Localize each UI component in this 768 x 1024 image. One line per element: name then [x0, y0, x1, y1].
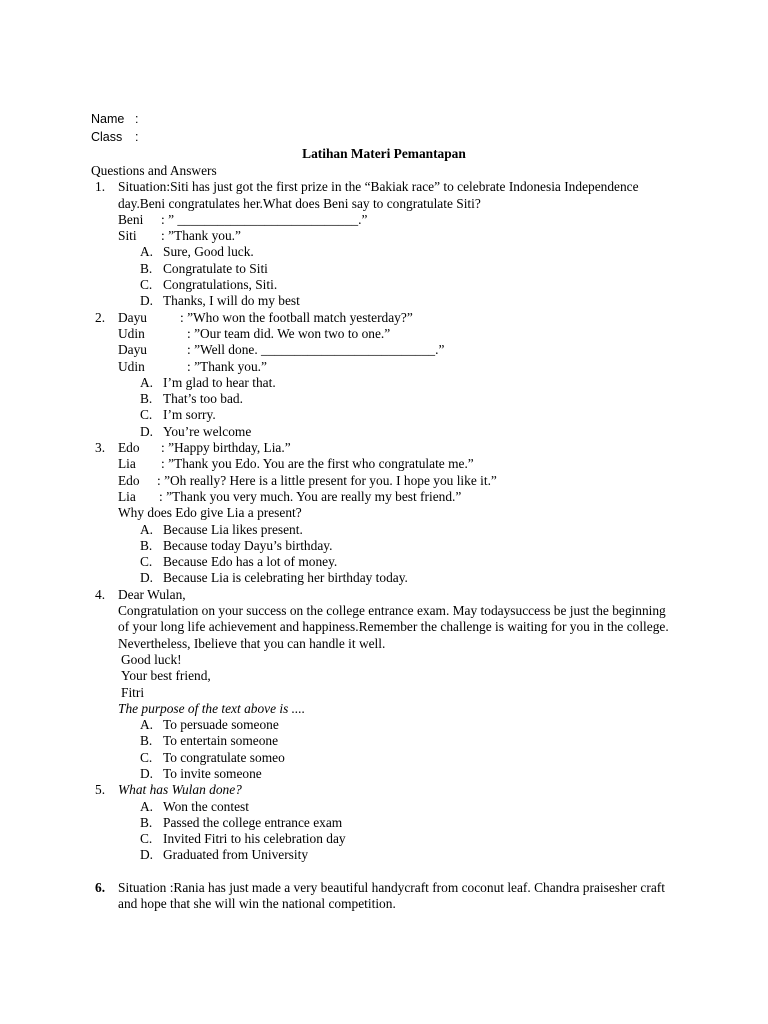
option-b	[140, 538, 678, 554]
option-text: Because Lia is celebrating her birthday today.	[163, 570, 408, 586]
class-label: Class	[91, 130, 123, 144]
option-b	[140, 815, 678, 831]
question-4	[95, 586, 678, 783]
option-text: I’m glad to hear that.	[163, 374, 276, 390]
option-letter: C.	[140, 831, 153, 847]
option-c	[140, 831, 678, 847]
option-letter: D.	[140, 847, 154, 863]
utterance: : ”Oh really? Here is a little present for you. I hope you like it.”	[157, 472, 497, 488]
option-text: You’re welcome	[163, 423, 252, 439]
option-text: I’m sorry.	[163, 407, 216, 423]
speaker: Dayu	[118, 342, 148, 358]
option-letter: B.	[140, 537, 153, 553]
option-a	[140, 244, 678, 260]
question-number: 6.	[95, 879, 106, 895]
answer-options	[140, 244, 678, 309]
option-text: Congratulations, Siti.	[163, 277, 278, 293]
option-a	[140, 799, 678, 815]
utterance: : ”Thank you Edo. You are the first who congratulate me.”	[161, 456, 474, 472]
option-text: Thanks, I will do my best	[163, 293, 300, 309]
option-letter: B.	[140, 391, 153, 407]
question-3	[95, 440, 678, 587]
option-text: Sure, Good luck.	[163, 244, 254, 260]
letter-closing: Your best friend,	[121, 668, 211, 684]
name-label: Name	[91, 112, 125, 126]
option-a	[140, 375, 678, 391]
option-a	[140, 717, 678, 733]
speaker: Udin	[118, 325, 145, 341]
answer-options	[140, 799, 678, 864]
dialogue-line	[118, 310, 678, 326]
option-letter: B.	[140, 733, 153, 749]
utterance: : ”Thank you.”	[187, 358, 267, 374]
utterance: : ”Happy birthday, Lia.”	[161, 440, 291, 456]
speaker: Beni	[118, 211, 144, 227]
option-letter: D.	[140, 765, 154, 781]
question-6	[95, 879, 678, 913]
letter-body: Congratulation on your success on the college entrance exam. May todaysuccess be just the beginning of your long life achievement and happiness.Remember the challenge is waiting for you in the college. Nevertheless, Ibelieve that you can handle it well.	[118, 603, 669, 651]
option-text: Passed the college entrance exam	[163, 814, 343, 830]
name-separator: :	[135, 112, 139, 126]
question-1	[95, 179, 678, 309]
answer-options	[140, 375, 678, 440]
option-b	[140, 733, 678, 749]
question-stem: Situation:Siti has just got the first prize in the “Bakiak race” to celebrate Indonesia Independence day.Beni congratulates her.What does Beni say to congratulate Siti?	[118, 179, 639, 211]
question-number: 1.	[95, 179, 106, 195]
speaker: Siti	[118, 228, 137, 244]
question-text: The purpose of the text above is ....	[118, 700, 306, 716]
option-letter: A.	[140, 798, 154, 814]
letter-greeting: Dear Wulan,	[118, 586, 186, 602]
option-d	[140, 293, 678, 309]
option-letter: D.	[140, 293, 154, 309]
answer-options	[140, 522, 678, 587]
dialogue-line	[118, 228, 678, 244]
question-text: Why does Edo give Lia a present?	[118, 505, 302, 521]
dialogue-line	[118, 359, 678, 375]
option-text: To congratulate someo	[163, 749, 285, 765]
speaker: Lia	[118, 456, 136, 472]
page-title: Latihan Materi Pemantapan	[302, 146, 466, 161]
speaker: Dayu	[118, 309, 148, 325]
option-text: Invited Fitri to his celebration day	[163, 831, 346, 847]
speaker: Lia	[118, 488, 136, 504]
option-letter: D.	[140, 423, 154, 439]
answer-options	[140, 717, 678, 782]
option-b	[140, 261, 678, 277]
questions-content	[91, 163, 678, 912]
class-separator: :	[135, 130, 139, 144]
option-letter: A.	[140, 244, 154, 260]
option-b	[140, 391, 678, 407]
question-number: 2.	[95, 309, 106, 325]
option-letter: C.	[140, 554, 153, 570]
question-text: What has Wulan done?	[118, 782, 242, 798]
speaker: Udin	[118, 358, 145, 374]
option-text: To invite someone	[163, 765, 262, 781]
question-number: 3.	[95, 440, 106, 456]
section-title: Questions and Answers	[91, 163, 217, 178]
option-d	[140, 570, 678, 586]
option-text: Won the contest	[163, 798, 249, 814]
utterance: : ”Our team did. We won two to one.”	[187, 325, 391, 341]
letter-closing: Good luck!	[121, 651, 182, 667]
question-2	[95, 309, 678, 440]
utterance: : ”Thank you.”	[161, 228, 241, 244]
option-text: Because Edo has a lot of money.	[163, 554, 338, 570]
option-text: To persuade someone	[163, 717, 279, 733]
speaker: Edo	[118, 440, 140, 456]
question-5	[95, 782, 678, 863]
option-c	[140, 750, 678, 766]
option-text: That’s too bad.	[163, 391, 243, 407]
dialogue-line	[118, 473, 678, 489]
dialogue-line	[118, 342, 678, 358]
option-text: To entertain someone	[163, 733, 279, 749]
option-c	[140, 407, 678, 423]
dialogue-line	[118, 326, 678, 342]
option-letter: C.	[140, 749, 153, 765]
question-number: 4.	[95, 586, 106, 602]
option-text: Graduated from University	[163, 847, 309, 863]
option-letter: B.	[140, 260, 153, 276]
option-c	[140, 554, 678, 570]
option-letter: B.	[140, 814, 153, 830]
dialogue-line	[118, 440, 678, 456]
option-text: Congratulate to Siti	[163, 260, 268, 276]
letter-signer: Fitri	[121, 684, 145, 700]
class-line	[91, 129, 138, 145]
utterance: : ”Who won the football match yesterday?”	[180, 309, 413, 325]
option-letter: A.	[140, 374, 154, 390]
dialogue-line	[118, 212, 678, 228]
utterance: : ” ___________________________.”	[161, 211, 368, 227]
dialogue-line	[118, 456, 678, 472]
dialogue-line	[118, 489, 678, 505]
utterance: : ”Thank you very much. You are really my best friend.”	[159, 488, 462, 504]
name-line	[91, 111, 138, 127]
option-text: Because Lia likes present.	[163, 521, 303, 537]
option-c	[140, 277, 678, 293]
option-d	[140, 766, 678, 782]
question-stem: Situation :Rania has just made a very beautiful handycraft from coconut leaf. Chandra praisesher craft and hope that she will win the national competition.	[118, 879, 665, 912]
option-letter: C.	[140, 407, 153, 423]
option-letter: D.	[140, 570, 154, 586]
option-letter: A.	[140, 521, 154, 537]
option-d	[140, 847, 678, 863]
option-d	[140, 424, 678, 440]
utterance: : ”Well done. __________________________.”	[187, 342, 445, 358]
speaker: Edo	[118, 472, 140, 488]
option-a	[140, 522, 678, 538]
option-text: Because today Dayu’s birthday.	[163, 537, 333, 553]
option-letter: C.	[140, 277, 153, 293]
option-letter: A.	[140, 717, 154, 733]
question-number: 5.	[95, 782, 106, 798]
